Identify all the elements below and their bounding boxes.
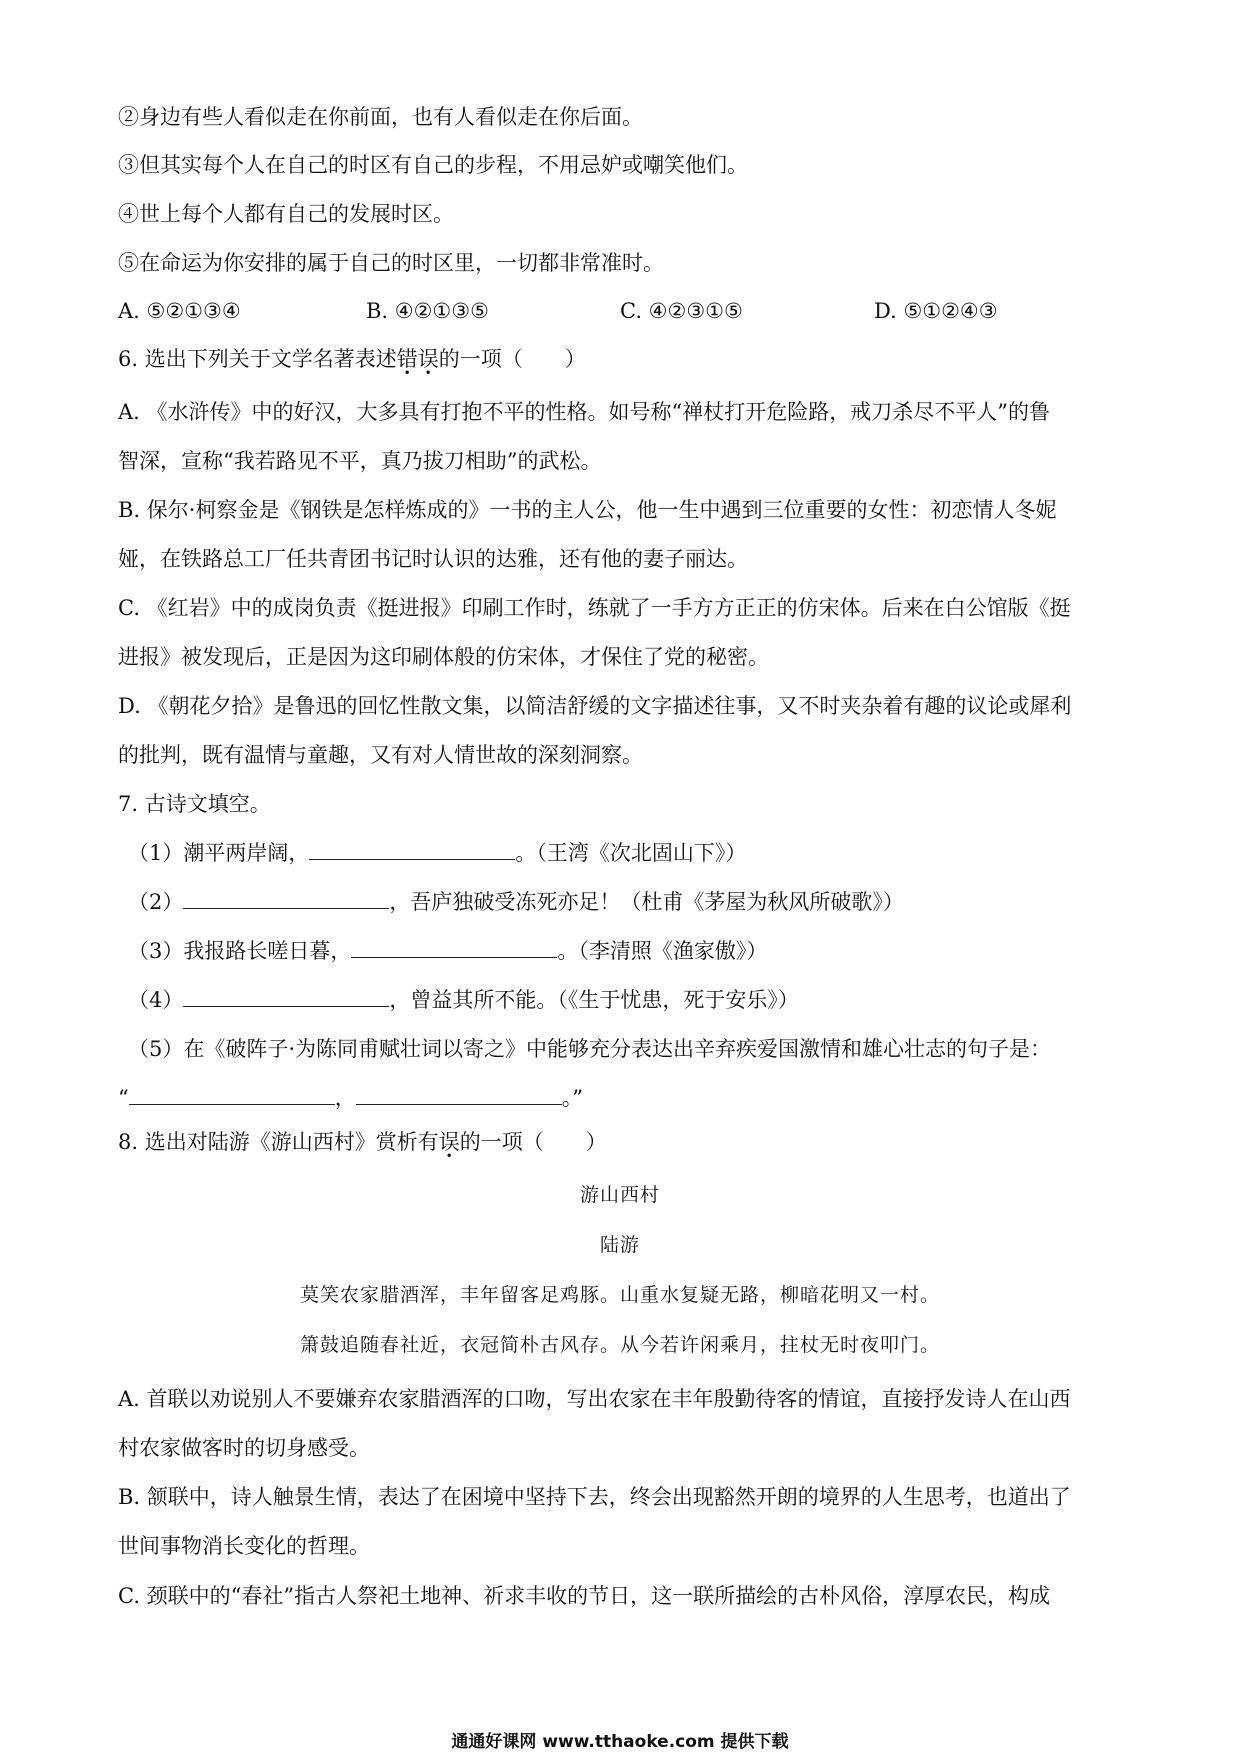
q7-item-3-suffix: 。（李清照《渔家傲》） — [557, 939, 768, 963]
fill-blank[interactable] — [356, 1084, 562, 1105]
fill-blank[interactable] — [309, 839, 515, 860]
q7-item-3-prefix: （3）我报路长嗟日暮， — [128, 939, 352, 963]
q6-stem-prefix: 6. 选出下列关于文学名著表述 — [118, 347, 397, 371]
fill-blank[interactable] — [183, 888, 389, 909]
q6-option-a-line2: 智深，宣称“我若路见不平，真乃拔刀相助”的武松。 — [118, 449, 602, 473]
q6-option-b-line2: 娅，在铁路总工厂任共青团书记时认识的达雅，还有他的妻子丽达。 — [118, 547, 748, 571]
q6-option-a-line1: A. 《水浒传》中的好汉，大多具有打抱不平的性格。如号称“禅杖打开危险路，戒刀杀尽不平人”的鲁 — [118, 400, 1050, 424]
poem-author: 陆游 — [599, 1234, 640, 1256]
fill-blank[interactable] — [129, 1084, 335, 1105]
q6-option-d-line2: 的批判，既有温情与童趣，又有对人情世故的深刻洞察。 — [118, 743, 643, 767]
fill-blank[interactable] — [351, 937, 557, 958]
q7-item-2-prefix: （2） — [128, 890, 184, 914]
q5-option-a: A. ⑤②①③④ — [118, 299, 241, 323]
q6-option-d-line1: D. 《朝花夕拾》是鲁迅的回忆性散文集，以简洁舒缓的文字描述往事，又不时夹杂着有趣的议论或犀利 — [118, 694, 1072, 718]
q7-item-2-suffix: ，吾庐独破受冻死亦足！（杜甫《茅屋为秋风所破歌》） — [389, 890, 904, 914]
q8-emphasis: 误 — [438, 1130, 460, 1154]
comma: ， — [334, 1086, 356, 1110]
q6-option-c-line1: C. 《红岩》中的成岗负责《挺进报》印刷工作时，练就了一手方方正正的仿宋体。后来在白公馆版《挺 — [118, 596, 1071, 620]
q5-option-b: B. ④②①③⑤ — [366, 299, 489, 323]
q6-option-b-line1: B. 保尔·柯察金是《钢铁是怎样炼成的》一书的主人公，他一生中遇到三位重要的女性：初恋情人冬妮 — [118, 498, 1057, 522]
q8-option-c-line1: C. 颈联中的“春社”指古人祭祀土地神、祈求丰收的节日，这一联所描绘的古朴风俗，淳厚农民，构成 — [118, 1584, 1051, 1608]
footer-source: 通通好课网 www.tthaoke.com 提供下载 — [451, 1732, 789, 1752]
q7-item-4-suffix: ，曾益其所不能。（《生于忧患，死于安乐》） — [389, 988, 799, 1012]
q8-stem-suffix: 的一项（ ） — [459, 1130, 607, 1154]
q7-stem: 7. 古诗文填空。 — [118, 792, 271, 816]
poem-title: 游山西村 — [579, 1184, 660, 1206]
q8-option-a-line2: 村农家做客时的切身感受。 — [118, 1436, 370, 1460]
q8-option-b-line2: 世间事物消长变化的哲理。 — [118, 1534, 370, 1558]
poem-line-1: 莫笑农家腊酒浑，丰年留客足鸡豚。山重水复疑无路，柳暗花明又一村。 — [299, 1284, 940, 1306]
q5-option-c: C. ④②③①⑤ — [620, 299, 743, 323]
fill-blank[interactable] — [183, 986, 389, 1007]
q7-item-5: （5）在《破阵子·为陈同甫赋壮词以寄之》中能够充分表达出辛弃疾爱国激情和雄心壮志的句子是： — [128, 1037, 1052, 1061]
poem-line-2: 箫鼓追随春社近，衣冠简朴古风存。从今若许闲乘月，拄杖无时夜叩门。 — [299, 1334, 940, 1356]
q6-emphasis-2: 误 — [417, 347, 439, 371]
q6-emphasis-1: 错 — [396, 347, 418, 371]
q7-item-4-prefix: （4） — [128, 988, 184, 1012]
q7-item-2 — [128, 888, 904, 916]
q6-stem — [118, 345, 586, 373]
q7-item-1 — [128, 839, 746, 867]
q6-option-c-line2: 进报》被发现后，正是因为这印刷体般的仿宋体，才保住了党的秘密。 — [118, 645, 769, 669]
q6-stem-suffix: 的一项（ ） — [438, 347, 586, 371]
open-quote: “ — [118, 1086, 129, 1110]
q5-option-d: D. ⑤①②④③ — [874, 299, 998, 323]
close-quote: 。” — [561, 1086, 583, 1110]
sentence-5: ⑤在命运为你安排的属于自己的时区里，一切都非常准时。 — [118, 251, 664, 275]
q7-item-5-answer — [118, 1084, 583, 1112]
q8-option-b-line1: B. 颔联中，诗人触景生情，表达了在困境中坚持下去，终会出现豁然开朗的境界的人生思考，也道出了 — [118, 1485, 1071, 1509]
q8-stem — [118, 1128, 607, 1156]
q7-item-4 — [128, 986, 799, 1014]
q8-option-a-line1: A. 首联以劝说别人不要嫌弃农家腊酒浑的口吻，写出农家在丰年殷勤待客的情谊，直接抒发诗人在山西 — [118, 1387, 1071, 1411]
q7-item-3 — [128, 937, 767, 965]
sentence-2: ②身边有些人看似走在你前面，也有人看似走在你后面。 — [118, 105, 643, 129]
q8-stem-prefix: 8. 选出对陆游《游山西村》赏析有 — [118, 1130, 439, 1154]
sentence-4: ④世上每个人都有自己的发展时区。 — [118, 202, 454, 226]
q7-item-1-prefix: （1）潮平两岸阔， — [128, 841, 310, 865]
q7-item-1-suffix: 。（王湾《次北固山下》） — [515, 841, 747, 865]
sentence-3: ③但其实每个人在自己的时区有自己的步程，不用忌妒或嘲笑他们。 — [118, 153, 748, 177]
